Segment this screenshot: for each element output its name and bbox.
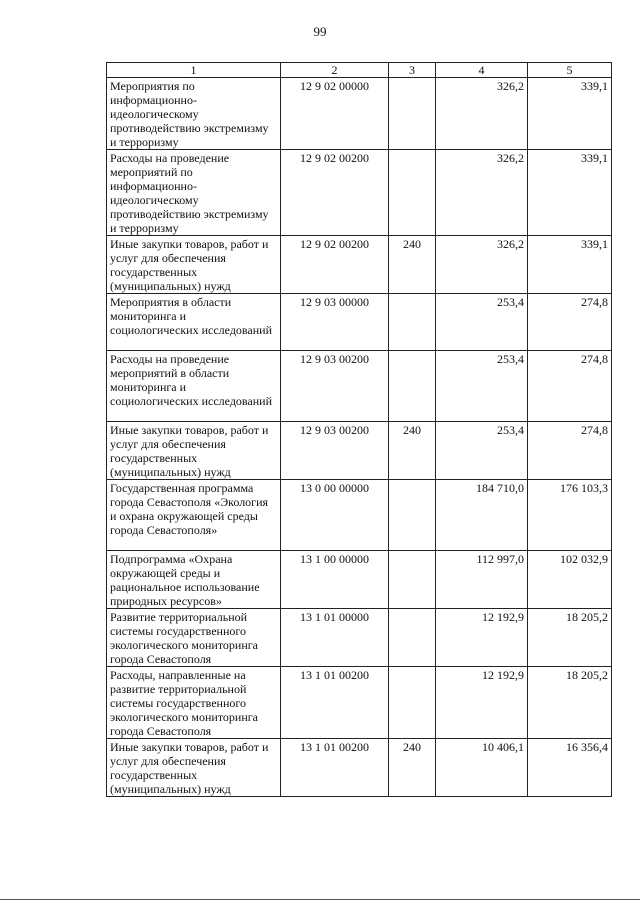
table-row	[107, 236, 612, 294]
row-name-cell: Подпрограмма «Охрана окружающей среды и рациональное использование природных ресурсов»	[107, 551, 281, 609]
table-row	[107, 480, 612, 551]
row-value-year2-cell: 339,1	[528, 236, 612, 294]
column-header: 1	[107, 63, 281, 78]
row-value-year2-cell: 18 205,2	[528, 609, 612, 667]
row-code-cell: 13 1 01 00200	[281, 667, 389, 739]
row-name-cell: Иные закупки товаров, работ и услуг для обеспечения государственных (муниципальных) нужд	[107, 739, 281, 797]
page-bottom-edge-line	[0, 899, 640, 900]
budget-table	[106, 62, 612, 797]
row-code-cell: 13 0 00 00000	[281, 480, 389, 551]
row-expense-type-cell	[389, 551, 436, 609]
table-row	[107, 739, 612, 797]
table-row	[107, 667, 612, 739]
row-code-cell: 12 9 03 00200	[281, 422, 389, 480]
row-value-year1-cell: 12 192,9	[436, 667, 528, 739]
table-row	[107, 78, 612, 150]
row-expense-type-cell	[389, 294, 436, 351]
row-value-year1-cell: 253,4	[436, 294, 528, 351]
column-header: 3	[389, 63, 436, 78]
column-header: 2	[281, 63, 389, 78]
row-value-year2-cell: 339,1	[528, 78, 612, 150]
row-value-year1-cell: 326,2	[436, 78, 528, 150]
row-value-year2-cell: 274,8	[528, 422, 612, 480]
row-value-year1-cell: 253,4	[436, 351, 528, 422]
row-expense-type-cell: 240	[389, 422, 436, 480]
table-row	[107, 351, 612, 422]
row-expense-type-cell	[389, 150, 436, 236]
row-expense-type-cell	[389, 351, 436, 422]
table-header-row	[107, 63, 612, 78]
row-value-year1-cell: 326,2	[436, 236, 528, 294]
table-row	[107, 551, 612, 609]
row-code-cell: 13 1 00 00000	[281, 551, 389, 609]
row-code-cell: 12 9 02 00200	[281, 150, 389, 236]
row-name-cell: Мероприятия в области мониторинга и социологических исследований	[107, 294, 281, 351]
row-value-year2-cell: 274,8	[528, 351, 612, 422]
row-value-year1-cell: 326,2	[436, 150, 528, 236]
page-number: 99	[313, 24, 327, 39]
row-value-year1-cell: 12 192,9	[436, 609, 528, 667]
row-expense-type-cell	[389, 667, 436, 739]
row-name-cell: Иные закупки товаров, работ и услуг для обеспечения государственных (муниципальных) нужд	[107, 236, 281, 294]
table-row	[107, 294, 612, 351]
row-code-cell: 12 9 03 00200	[281, 351, 389, 422]
table-row	[107, 150, 612, 236]
row-value-year1-cell: 112 997,0	[436, 551, 528, 609]
row-code-cell: 13 1 01 00200	[281, 739, 389, 797]
row-value-year2-cell: 339,1	[528, 150, 612, 236]
row-name-cell: Иные закупки товаров, работ и услуг для обеспечения государственных (муниципальных) нужд	[107, 422, 281, 480]
row-name-cell: Расходы на проведение мероприятий по информационно-идеологическому противодействию экстремизму и терроризму	[107, 150, 281, 236]
row-value-year2-cell: 176 103,3	[528, 480, 612, 551]
row-code-cell: 12 9 03 00000	[281, 294, 389, 351]
row-value-year1-cell: 10 406,1	[436, 739, 528, 797]
row-code-cell: 13 1 01 00000	[281, 609, 389, 667]
row-name-cell: Развитие территориальной системы государственного экологического мониторинга города Севастополя	[107, 609, 281, 667]
column-header: 4	[436, 63, 528, 78]
row-name-cell: Расходы, направленные на развитие территориальной системы государственного экологического мониторинга города Севастополя	[107, 667, 281, 739]
row-expense-type-cell	[389, 609, 436, 667]
table-row	[107, 609, 612, 667]
row-expense-type-cell: 240	[389, 236, 436, 294]
row-expense-type-cell	[389, 480, 436, 551]
row-value-year2-cell: 18 205,2	[528, 667, 612, 739]
column-header: 5	[528, 63, 612, 78]
table-row	[107, 422, 612, 480]
row-value-year2-cell: 16 356,4	[528, 739, 612, 797]
row-expense-type-cell: 240	[389, 739, 436, 797]
row-name-cell: Расходы на проведение мероприятий в области мониторинга и социологических исследований	[107, 351, 281, 422]
row-name-cell: Государственная программа города Севастополя «Экология и охрана окружающей среды города Севастополя»	[107, 480, 281, 551]
row-value-year1-cell: 184 710,0	[436, 480, 528, 551]
row-value-year2-cell: 102 032,9	[528, 551, 612, 609]
row-expense-type-cell	[389, 78, 436, 150]
row-value-year1-cell: 253,4	[436, 422, 528, 480]
row-code-cell: 12 9 02 00200	[281, 236, 389, 294]
row-code-cell: 12 9 02 00000	[281, 78, 389, 150]
row-value-year2-cell: 274,8	[528, 294, 612, 351]
row-name-cell: Мероприятия по информационно-идеологическому противодействию экстремизму и терроризму	[107, 78, 281, 150]
